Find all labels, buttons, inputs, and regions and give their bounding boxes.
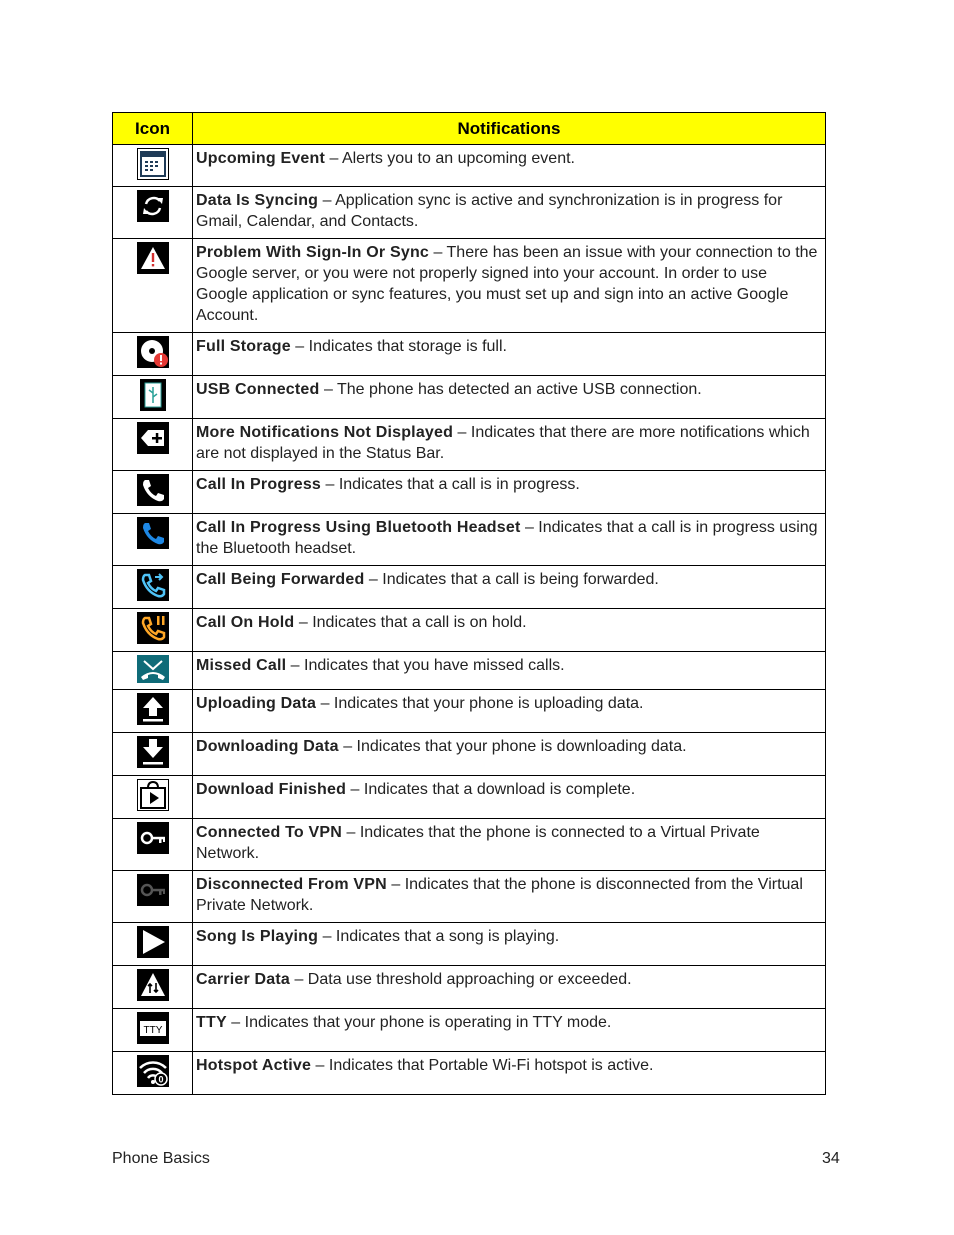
row-text	[193, 333, 826, 376]
row-desc: – Indicates that a download is complete.	[346, 781, 636, 798]
row-desc: – Indicates that your phone is operating in TTY mode.	[226, 1014, 612, 1031]
table-row	[113, 1009, 826, 1052]
more-notifications-icon	[137, 422, 169, 454]
footer-section: Phone Basics	[112, 1150, 210, 1167]
download-finished-icon	[137, 779, 169, 811]
row-text	[193, 419, 826, 471]
row-desc: – Indicates that a call is on hold.	[294, 614, 527, 631]
row-desc: – Indicates that the phone is connected to a Virtual Private Network.	[196, 824, 760, 862]
row-desc: – Indicates that your phone is uploading data.	[316, 695, 644, 712]
row-desc: – Indicates that Portable Wi-Fi hotspot is active.	[311, 1057, 654, 1074]
table-row	[113, 419, 826, 471]
table-row	[113, 776, 826, 819]
table-row	[113, 733, 826, 776]
row-desc: – Indicates that a call is in progress using the Bluetooth headset.	[196, 519, 818, 557]
table-row	[113, 1052, 826, 1095]
carrier-data-icon	[137, 969, 169, 1001]
row-text	[193, 690, 826, 733]
table-row	[113, 609, 826, 652]
row-text	[193, 471, 826, 514]
upload-icon	[137, 693, 169, 725]
table-row	[113, 187, 826, 239]
row-title: Song Is Playing	[196, 928, 319, 945]
row-title: Call In Progress	[196, 476, 322, 493]
row-text	[193, 239, 826, 333]
vpn-key-icon	[137, 822, 169, 854]
row-text	[193, 609, 826, 652]
notifications-table	[112, 112, 826, 1095]
row-text	[193, 871, 826, 923]
row-text	[193, 1009, 826, 1052]
row-desc: – Indicates that a call is being forwarded.	[364, 571, 659, 588]
row-desc: – Indicates that a song is playing.	[318, 928, 560, 945]
table-row	[113, 819, 826, 871]
row-text	[193, 376, 826, 419]
call-hold-icon	[137, 612, 169, 644]
table-row	[113, 566, 826, 609]
vpn-disconnected-icon	[137, 874, 169, 906]
row-text	[193, 514, 826, 566]
hotspot-badge: 0	[157, 1074, 164, 1085]
row-title: Call Being Forwarded	[196, 571, 365, 588]
row-title: TTY	[196, 1014, 227, 1031]
table-row	[113, 239, 826, 333]
header-notifications: Notifications	[193, 113, 826, 145]
table-row	[113, 514, 826, 566]
row-text	[193, 776, 826, 819]
storage-full-icon	[137, 336, 169, 368]
row-title: Uploading Data	[196, 695, 317, 712]
row-title: Carrier Data	[196, 971, 291, 988]
download-icon	[137, 736, 169, 768]
row-title: Downloading Data	[196, 738, 339, 755]
row-text	[193, 1052, 826, 1095]
row-title: Full Storage	[196, 338, 291, 355]
tty-icon-label: TTY	[143, 1025, 162, 1036]
hotspot-icon	[137, 1055, 169, 1087]
table-row	[113, 145, 826, 187]
row-title: Missed Call	[196, 657, 287, 674]
row-title: Upcoming Event	[196, 150, 326, 167]
play-icon	[137, 926, 169, 958]
row-title: Download Finished	[196, 781, 347, 798]
row-title: Call In Progress Using Bluetooth Headset	[196, 519, 521, 536]
missed-call-icon	[137, 655, 169, 683]
row-title: Disconnected From VPN	[196, 876, 387, 893]
row-text	[193, 566, 826, 609]
row-desc: – Alerts you to an upcoming event.	[325, 150, 575, 167]
call-forward-icon	[137, 569, 169, 601]
row-text	[193, 819, 826, 871]
row-desc: – Indicates that the phone is disconnected from the Virtual Private Network.	[196, 876, 803, 914]
sync-icon	[137, 190, 169, 222]
row-desc: – Indicates that a call is in progress.	[321, 476, 580, 493]
row-desc: – Indicates that you have missed calls.	[286, 657, 565, 674]
table-row	[113, 652, 826, 690]
row-text	[193, 923, 826, 966]
row-desc: – Indicates that storage is full.	[290, 338, 507, 355]
usb-icon	[137, 379, 169, 411]
table-row	[113, 376, 826, 419]
row-desc: – The phone has detected an active USB connection.	[319, 381, 702, 398]
table-row	[113, 923, 826, 966]
table-row	[113, 690, 826, 733]
row-title: Data Is Syncing	[196, 192, 319, 209]
row-title: Call On Hold	[196, 614, 295, 631]
row-text	[193, 652, 826, 690]
row-text	[193, 966, 826, 1009]
page-number: 34	[822, 1150, 840, 1167]
table-row	[113, 333, 826, 376]
header-icon: Icon	[113, 113, 193, 145]
row-title: USB Connected	[196, 381, 320, 398]
call-icon	[137, 474, 169, 506]
row-title: Hotspot Active	[196, 1057, 312, 1074]
row-desc: – Data use threshold approaching or exceeded.	[290, 971, 632, 988]
calendar-event-icon	[137, 148, 169, 180]
table-header-row	[113, 113, 826, 145]
row-text	[193, 145, 826, 187]
row-desc: – Indicates that your phone is downloading data.	[338, 738, 687, 755]
table-row	[113, 966, 826, 1009]
row-desc: – Application sync is active and synchronization is in progress for Gmail, Calendar, and Contacts.	[196, 192, 783, 230]
row-title: Connected To VPN	[196, 824, 343, 841]
table-row	[113, 871, 826, 923]
row-title: More Notifications Not Displayed	[196, 424, 454, 441]
row-text	[193, 187, 826, 239]
bluetooth-call-icon	[137, 517, 169, 549]
row-title: Problem With Sign-In Or Sync	[196, 244, 430, 261]
tty-icon	[137, 1012, 169, 1044]
row-text	[193, 733, 826, 776]
row-desc: – There has been an issue with your connection to the Google server, or you were not properly signed into your account. In order to use Google application or sync features, you must set up and sign into an active Google Account.	[196, 244, 818, 324]
warning-triangle-icon	[137, 242, 169, 274]
table-row	[113, 471, 826, 514]
row-desc: – Indicates that there are more notifications which are not displayed in the Status Bar.	[196, 424, 810, 462]
